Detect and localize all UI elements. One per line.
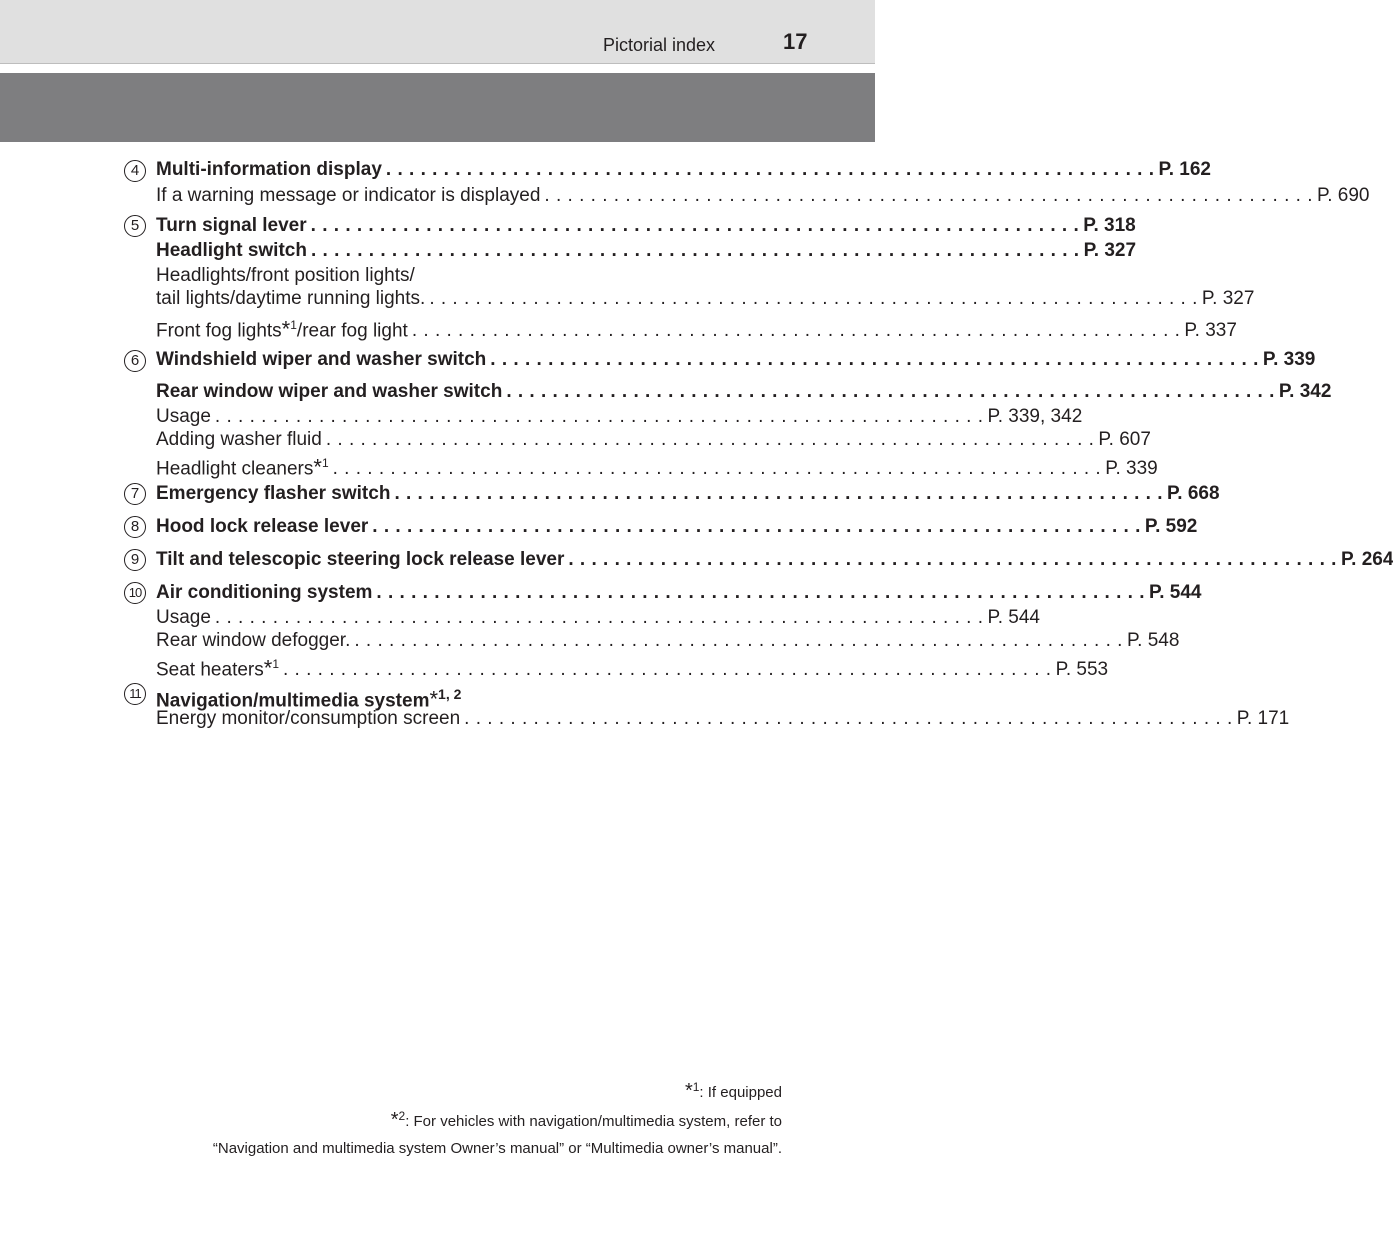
page-reference: P. 327 <box>1083 240 1137 261</box>
index-entry: Navigation/multimedia system*$^{1, 2}$ <box>156 686 462 712</box>
page-reference: P. 162 <box>1158 159 1211 180</box>
dot-leader: . . . . . . . . . . . . . . . . . . . . . . . . . . . . . . . . . . . . . . . . . . . . . . . . . . . . . . . . . . . . . . . . . . . <box>411 320 1181 342</box>
index-entry <box>156 629 1180 653</box>
entry-label: Seat heaters <box>156 659 264 681</box>
dot-leader: . . . . . . . . . . . . . . . . . . . . . . . . . . . . . . . . . . . . . . . . . . . . . . . . . . . . . . . . . . . . . . . . . . . <box>372 516 1141 537</box>
index-entry <box>156 380 1332 404</box>
entry-label: Front fog lights <box>156 320 282 342</box>
entry-label: Energy monitor/consumption screen <box>156 708 461 729</box>
page-reference: P. 668 <box>1167 483 1220 504</box>
entry-label: Tilt and telescopic steering lock release lever <box>156 549 565 570</box>
page-reference: P. 318 <box>1083 215 1136 236</box>
page-reference: P. 548 <box>1126 630 1180 651</box>
index-entry <box>156 515 1198 539</box>
entry-label: Headlights/front position lights/ <box>156 265 415 286</box>
entry-label: Headlight cleaners <box>156 458 314 480</box>
item-number-7: 7 <box>124 483 146 505</box>
page-reference: P. 342 <box>1278 381 1332 402</box>
index-entry <box>156 581 1202 605</box>
index-entry <box>156 482 1220 506</box>
index-entry: Front fog lights*$^1$/rear fog light . . . . . . . . . . . . . . . . . . . . . . . . . . . . . . . . . . . . . . . . . . . . . . . . . . . . . . . . . . . . . . . . . . . P. 337 <box>156 316 1237 342</box>
item-number-11: 11 <box>124 683 146 705</box>
section-title: Pictorial index <box>603 35 716 55</box>
item-number-8: 8 <box>124 516 146 538</box>
dot-leader: . . . . . . . . . . . . . . . . . . . . . . . . . . . . . . . . . . . . . . . . . . . . . . . . . . . . . . . . . . . . . . . . . . . <box>214 406 984 427</box>
dot-leader: . . . . . . . . . . . . . . . . . . . . . . . . . . . . . . . . . . . . . . . . . . . . . . . . . . . . . . . . . . . . . . . . . . . <box>385 159 1155 180</box>
header-divider <box>0 63 875 64</box>
footnote-ref: 1 <box>290 318 297 332</box>
page-reference: P. 544 <box>987 607 1040 628</box>
dot-leader: . . . . . . . . . . . . . . . . . . . . . . . . . . . . . . . . . . . . . . . . . . . . . . . . . . . . . . . . . . . . . . . . . . . <box>464 708 1233 729</box>
index-entry <box>156 214 1136 238</box>
item-number-5: 5 <box>124 215 146 237</box>
page-reference: P. 264 <box>1340 549 1393 570</box>
item-number-6: 6 <box>124 350 146 372</box>
dot-leader: . . . . . . . . . . . . . . . . . . . . . . . . . . . . . . . . . . . . . . . . . . . . . . . . . . . . . . . . . . . . . . . . . . . <box>310 240 1080 261</box>
dot-leader: . . . . . . . . . . . . . . . . . . . . . . . . . . . . . . . . . . . . . . . . . . . . . . . . . . . . . . . . . . . . . . . . . . . <box>506 381 1275 402</box>
dot-leader: . . . . . . . . . . . . . . . . . . . . . . . . . . . . . . . . . . . . . . . . . . . . . . . . . . . . . . . . . . . . . . . . . . . <box>429 288 1198 309</box>
index-entry <box>156 548 1393 572</box>
page-reference: P. 553 <box>1055 659 1109 681</box>
item-number-9: 9 <box>124 549 146 571</box>
index-entry <box>156 264 415 288</box>
dot-leader: . . . . . . . . . . . . . . . . . . . . . . . . . . . . . . . . . . . . . . . . . . . . . . . . . . . . . . . . . . . . . . . . . . . <box>394 483 1164 504</box>
dot-leader: . . . . . . . . . . . . . . . . . . . . . . . . . . . . . . . . . . . . . . . . . . . . . . . . . . . . . . . . . . . . . . . . . . . <box>354 630 1123 651</box>
entry-label: Turn signal lever <box>156 215 307 236</box>
footnote-ref: 1, 2 <box>438 686 462 702</box>
entry-label: Rear window defogger. <box>156 630 351 651</box>
dot-leader: . . . . . . . . . . . . . . . . . . . . . . . . . . . . . . . . . . . . . . . . . . . . . . . . . . . . . . . . . . . . . . . . . . . <box>325 429 1095 450</box>
page-reference: P. 544 <box>1149 582 1202 603</box>
index-entry <box>156 184 1370 208</box>
page-reference: P. 592 <box>1144 516 1198 537</box>
dot-leader: . . . . . . . . . . . . . . . . . . . . . . . . . . . . . . . . . . . . . . . . . . . . . . . . . . . . . . . . . . . . . . . . . . . <box>332 458 1102 480</box>
dot-leader: . . . . . . . . . . . . . . . . . . . . . . . . . . . . . . . . . . . . . . . . . . . . . . . . . . . . . . . . . . . . . . . . . . . <box>283 659 1052 681</box>
dot-leader: . . . . . . . . . . . . . . . . . . . . . . . . . . . . . . . . . . . . . . . . . . . . . . . . . . . . . . . . . . . . . . . . . . . <box>214 607 984 628</box>
page-reference: P. 327 <box>1201 288 1255 309</box>
gray-banner <box>0 73 875 142</box>
page-reference: P. 607 <box>1098 429 1151 450</box>
index-entry <box>156 287 1255 311</box>
entry-label: Hood lock release lever <box>156 516 369 537</box>
entry-label: Multi-information display <box>156 159 382 180</box>
page-reference: P. 690 <box>1317 185 1370 206</box>
entry-label: Air conditioning system <box>156 582 373 603</box>
page-reference: P. 339 <box>1105 458 1158 480</box>
index-entry <box>156 707 1290 731</box>
index-entry <box>156 428 1151 452</box>
entry-label: Usage <box>156 607 211 628</box>
footnote-ref: 1 <box>321 456 329 470</box>
entry-label: tail lights/daytime running lights. <box>156 288 426 309</box>
index-entry <box>156 158 1211 182</box>
entry-label-suffix: /rear fog light <box>296 320 408 342</box>
index-entry <box>156 405 1083 429</box>
entry-label: Emergency flasher switch <box>156 483 391 504</box>
page-reference: P. 339, 342 <box>987 406 1083 427</box>
page-reference: P. 171 <box>1236 708 1290 729</box>
dot-leader: . . . . . . . . . . . . . . . . . . . . . . . . . . . . . . . . . . . . . . . . . . . . . . . . . . . . . . . . . . . . . . . . . . . <box>544 185 1314 206</box>
dot-leader: . . . . . . . . . . . . . . . . . . . . . . . . . . . . . . . . . . . . . . . . . . . . . . . . . . . . . . . . . . . . . . . . . . . <box>376 582 1146 603</box>
page-reference: P. 339 <box>1262 349 1316 370</box>
index-entry <box>156 606 1040 630</box>
dot-leader: . . . . . . . . . . . . . . . . . . . . . . . . . . . . . . . . . . . . . . . . . . . . . . . . . . . . . . . . . . . . . . . . . . . <box>490 349 1259 370</box>
footnote-1: *$^1$: If equipped <box>684 1080 782 1102</box>
footnote-ref: 1 <box>272 657 279 671</box>
page-number: 17 <box>783 29 808 54</box>
entry-label: Adding washer fluid <box>156 429 322 450</box>
header-band <box>0 0 875 63</box>
footnote-2: *$^2$: For vehicles with navigation/multimedia system, refer to <box>390 1109 782 1131</box>
entry-label: Windshield wiper and washer switch <box>156 349 487 370</box>
entry-label: Rear window wiper and washer switch <box>156 381 503 402</box>
dot-leader: . . . . . . . . . . . . . . . . . . . . . . . . . . . . . . . . . . . . . . . . . . . . . . . . . . . . . . . . . . . . . . . . . . . <box>310 215 1080 236</box>
item-number-10: 10 <box>124 582 146 604</box>
entry-label: Usage <box>156 406 211 427</box>
entry-label: Navigation/multimedia system <box>156 690 430 712</box>
index-entry: Headlight cleaners*$^1$ . . . . . . . . . . . . . . . . . . . . . . . . . . . . . . . . . . . . . . . . . . . . . . . . . . . . . . . . . . . . . . . . . . . P. 339 <box>156 454 1158 480</box>
index-entry <box>156 239 1137 263</box>
dot-leader: . . . . . . . . . . . . . . . . . . . . . . . . . . . . . . . . . . . . . . . . . . . . . . . . . . . . . . . . . . . . . . . . . . . <box>568 549 1337 570</box>
entry-label: Headlight switch <box>156 240 307 261</box>
item-number-4: 4 <box>124 160 146 182</box>
page-reference: P. 337 <box>1184 320 1237 342</box>
index-entry <box>156 348 1316 372</box>
index-entry: Seat heaters*$^1$ . . . . . . . . . . . . . . . . . . . . . . . . . . . . . . . . . . . . . . . . . . . . . . . . . . . . . . . . . . . . . . . . . . . P. 553 <box>156 655 1109 681</box>
footnote-2-continued: “Navigation and multimedia system Owner’s manual” or “Multimedia owner’s manual”. <box>212 1140 782 1157</box>
entry-label: If a warning message or indicator is displayed <box>156 185 541 206</box>
